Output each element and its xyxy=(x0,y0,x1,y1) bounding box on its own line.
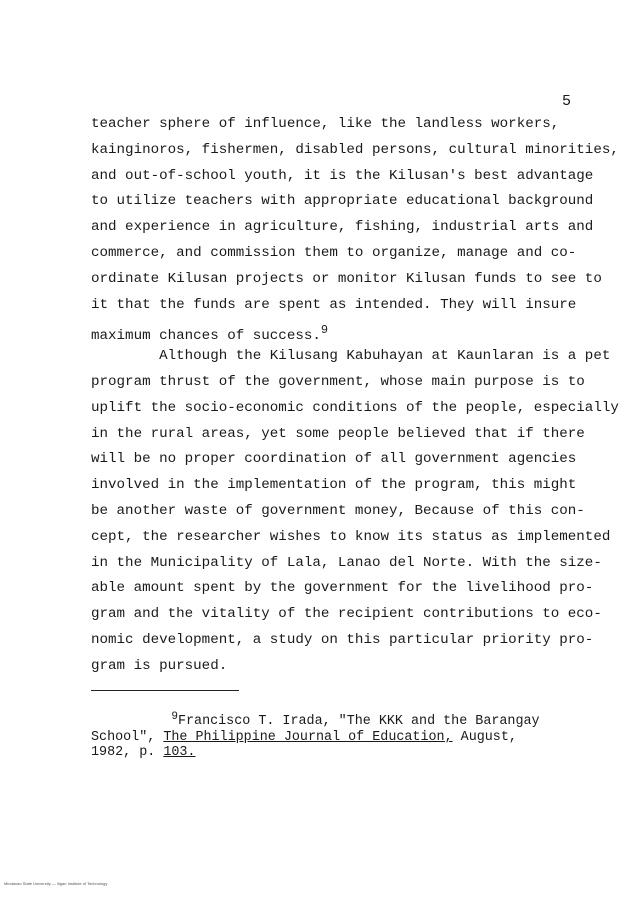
footnote-journal: The Philippine Journal of Education, xyxy=(163,729,453,745)
footnote-line-2 xyxy=(91,730,611,746)
footnote-marker: 9 xyxy=(171,711,178,723)
footnote xyxy=(91,710,611,761)
para2-line-3: uplift the socio-economic conditions of the people, especially xyxy=(91,399,619,416)
footnote-line-1 xyxy=(91,710,611,730)
body-line-6: commerce, and commission them to organize, manage and co- xyxy=(91,244,577,261)
body-line-7: ordinate Kilusan projects or monitor Kilusan funds to see to xyxy=(91,270,602,287)
footnote-year: 1982, p. xyxy=(91,745,164,761)
body-text xyxy=(91,112,619,680)
body-line-1: teacher sphere of influence, like the landless workers, xyxy=(91,116,560,132)
footnote-reference: 9 xyxy=(320,323,329,338)
footnote-author-title: Francisco T. Irada, "The KKK and the Barangay xyxy=(177,714,540,729)
para2-line-13: gram is pursued. xyxy=(91,657,228,674)
footnote-separator xyxy=(91,690,239,691)
para2-line-11: gram and the vitality of the recipient contributions to eco- xyxy=(91,606,602,623)
archive-stamp: Mindanao State University — Iligan Institute of Technology xyxy=(4,881,108,886)
para2-line-8: cept, the researcher wishes to know its status as implemented xyxy=(91,528,611,545)
body-line-3: and out-of-school youth, it is the Kilusan's best advantage xyxy=(91,167,594,184)
footnote-page: 103. xyxy=(163,745,196,761)
para2-line-6: involved in the implementation of the program, this might xyxy=(91,477,577,494)
footnote-line-3 xyxy=(91,745,611,761)
footnote-month: August, xyxy=(452,729,517,745)
para2-line-7: be another waste of government money, Because of this con- xyxy=(91,502,585,519)
body-line-5: and experience in agriculture, fishing, industrial arts and xyxy=(91,219,594,236)
body-line-9 xyxy=(91,318,611,344)
para2-line-2: program thrust of the government, whose main purpose is to xyxy=(91,373,585,390)
body-line-8: it that the funds are spent as intended. They will insure xyxy=(91,296,577,313)
para2-line-10: able amount spent by the government for the livelihood pro- xyxy=(91,580,594,597)
body-line-2: kainginoros, fishermen, disabled persons, cultural minorities, xyxy=(91,141,619,158)
footnote-title-end: School", xyxy=(91,729,164,745)
body-line-9-text: maximum chances of success. xyxy=(91,328,321,345)
para2-line-4: in the rural areas, yet some people believed that if there xyxy=(91,425,585,442)
body-line-4: to utilize teachers with appropriate educational background xyxy=(91,193,594,210)
footnote-indent xyxy=(91,714,171,729)
para2-line-12: nomic development, a study on this particular priority pro- xyxy=(91,631,594,648)
para2-line-9: in the Municipality of Lala, Lanao del Norte. With the size- xyxy=(91,554,602,571)
para2-line-5: will be no proper coordination of all government agencies xyxy=(91,451,577,468)
para2-line-1: Although the Kilusang Kabuhayan at Kaunlaran is a pet xyxy=(91,348,611,365)
page-number: 5 xyxy=(562,93,572,110)
